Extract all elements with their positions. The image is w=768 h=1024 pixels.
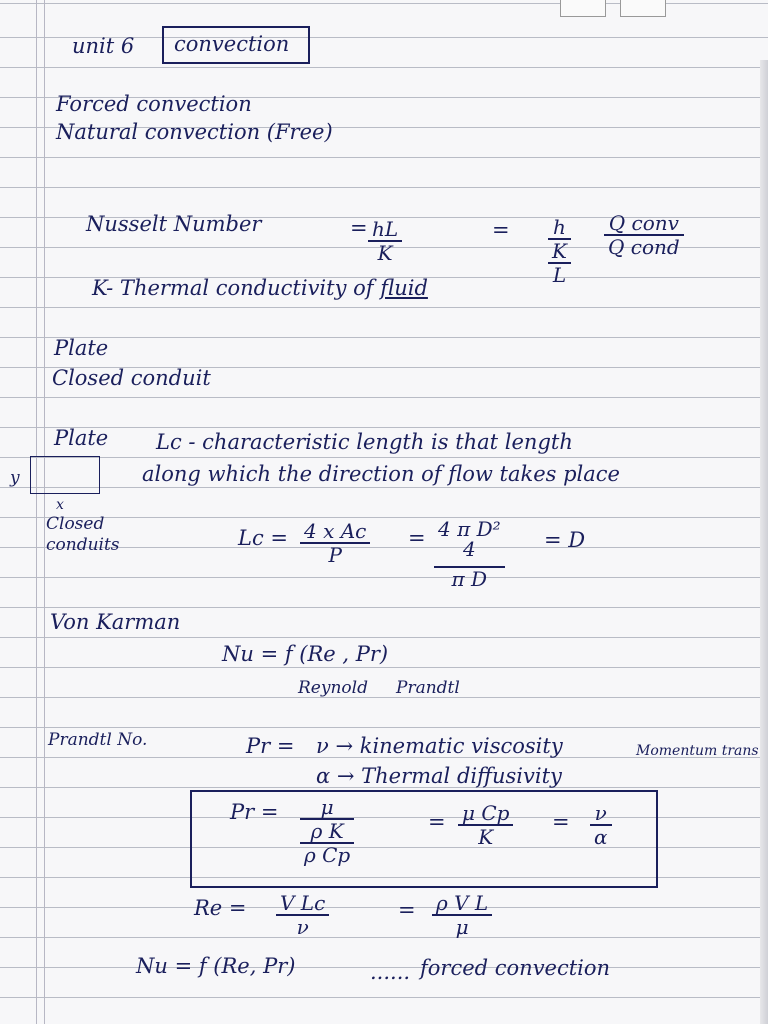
fraction-numerator: 4 x Ac <box>304 519 367 543</box>
von-karman-equation: Nu = f (Re , Pr) <box>222 642 389 666</box>
fraction-denominator: ρ Cp <box>304 843 351 867</box>
thermal-diffusivity-line: α → Thermal diffusivity <box>316 764 562 788</box>
sketch-y-label: y <box>10 468 20 488</box>
forced-convection-heading: Forced convection <box>56 92 252 116</box>
fraction-mu-over-rhok-over-rhocp <box>300 796 354 866</box>
forced-convection-note: forced convection <box>420 956 611 980</box>
fraction-denominator: π D <box>451 567 488 591</box>
plate-heading: Plate <box>54 336 109 360</box>
equals-sign: = <box>492 218 510 242</box>
closed-conduit-heading: Closed conduit <box>52 366 211 390</box>
fraction-area-over-perimeter <box>434 518 505 590</box>
prandtl-label: Prandtl <box>396 678 460 698</box>
fraction-numerator: 4 π D² <box>438 517 501 541</box>
fraction-nu-over-alpha <box>590 802 612 848</box>
page-edge <box>760 60 768 1024</box>
fraction-denominator: K <box>478 825 494 849</box>
fraction-denominator: α <box>594 825 608 849</box>
dots: ...... <box>370 960 411 984</box>
plate-label: Plate <box>54 426 109 450</box>
margin-line <box>36 0 37 1024</box>
fraction-numerator: ν <box>594 801 607 825</box>
page-tab <box>560 0 606 17</box>
fraction-denominator: Q cond <box>608 235 680 259</box>
reynold-label: Reynold <box>298 678 368 698</box>
fraction-denominator: K <box>377 241 393 265</box>
characteristic-length-definition-2: along which the direction of flow takes place <box>142 462 620 486</box>
fraction-numerator: μ <box>320 795 334 819</box>
fraction-numerator: μ Cp <box>462 801 510 825</box>
lc-result: = D <box>544 528 586 552</box>
equals-sign: = <box>350 216 368 240</box>
fraction-denominator: P <box>328 543 342 567</box>
fraction-mucp-over-k <box>458 802 513 848</box>
equals-sign: = <box>408 526 426 550</box>
fraction-numerator-denominator: 4 <box>462 537 476 561</box>
fraction-vlc-over-nu <box>276 892 329 938</box>
fraction-numerator: hL <box>372 217 399 241</box>
unit-label: unit 6 <box>72 34 135 58</box>
fraction-numerator: h <box>553 215 566 239</box>
fraction-numerator: ρ V L <box>436 891 489 915</box>
fraction-denominator: ρ K <box>310 819 344 843</box>
nusselt-relation: Nu = f (Re, Pr) <box>136 954 296 978</box>
note-text: K- Thermal conductivity of <box>92 276 381 300</box>
fraction-numerator: Q conv <box>608 211 679 235</box>
fraction-denominator: K <box>552 239 567 263</box>
note-emphasis: fluid <box>380 276 428 300</box>
equals-sign: = <box>398 898 416 922</box>
fraction-denominator: L <box>552 263 567 287</box>
prandtl-number-label: Prandtl No. <box>48 730 148 750</box>
fraction-rhovl-over-mu <box>432 892 492 938</box>
von-karman-label: Von Karman <box>50 610 181 634</box>
fraction-h-over-k-over-l <box>548 216 571 286</box>
kinematic-viscosity-line: ν → kinematic viscosity <box>316 734 563 758</box>
nusselt-label: Nusselt Number <box>86 212 262 236</box>
re-lhs: Re = <box>194 896 247 920</box>
topic-title: convection <box>174 32 290 56</box>
fraction-qconv-over-qcond <box>604 212 684 258</box>
thermal-conductivity-note <box>92 278 428 299</box>
pr-lhs: Pr = <box>246 734 295 758</box>
page-tab <box>620 0 666 17</box>
equals-sign: = <box>552 810 570 834</box>
boxed-pr-lhs: Pr = <box>230 800 279 824</box>
fraction-4ac-over-p <box>300 520 370 566</box>
natural-convection-heading: Natural convection (Free) <box>56 120 333 144</box>
fraction-denominator: μ <box>455 915 469 939</box>
fraction-numerator: V Lc <box>280 891 326 915</box>
fraction-denominator: ν <box>296 915 309 939</box>
margin-line <box>44 0 45 1024</box>
characteristic-length-definition-1: Lc - characteristic length is that length <box>156 430 573 454</box>
closed-conduits-label: Closed conduits <box>46 514 120 556</box>
momentum-transfer-note: Momentum trans <box>636 743 759 759</box>
fraction-hl-over-k <box>368 218 402 264</box>
equals-sign: = <box>428 810 446 834</box>
sketch-x-label: x <box>56 497 64 513</box>
plate-sketch <box>30 456 100 494</box>
lc-lhs: Lc = <box>238 526 288 550</box>
